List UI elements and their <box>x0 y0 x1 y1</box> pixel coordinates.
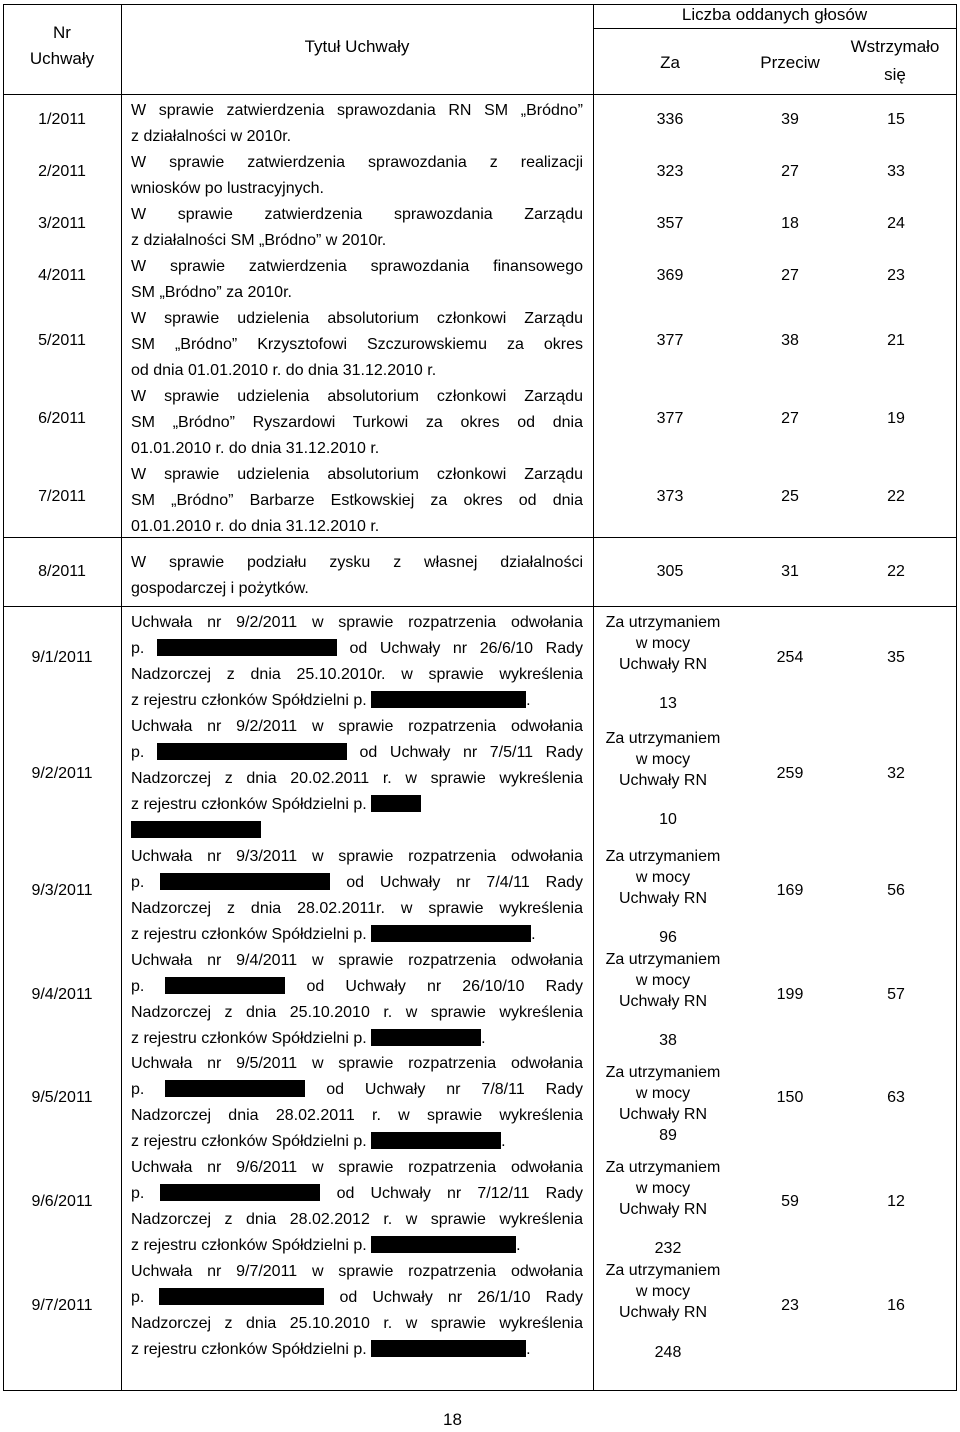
title-text: od Uchwały nr 7/12/11 Rady <box>336 1185 583 1202</box>
title-text: . <box>531 926 536 943</box>
title-text: . <box>526 692 531 709</box>
appeal-title <box>131 844 583 948</box>
title-line: Uchwała nr 9/6/2011 w sprawie rozpatrzenia odwołania <box>131 1159 583 1176</box>
vote-status <box>596 1260 730 1323</box>
votes-za-count: 89 <box>659 1127 677 1144</box>
appeal-title <box>131 948 583 1052</box>
appeal-number: 9/2/2011 <box>31 765 93 782</box>
votes-za-count: 232 <box>654 1240 682 1257</box>
title-line: W sprawie zatwierdzenia sprawozdania finansowego <box>131 258 583 275</box>
title-text: p. <box>131 1289 145 1306</box>
title-line: W sprawie udzielenia absolutorium członkowi Zarządu <box>131 388 583 405</box>
votes-wstrzymalo: 63 <box>887 1089 905 1106</box>
votes-wstrzymalo: 16 <box>887 1297 905 1314</box>
status-line: w mocy <box>635 1085 691 1102</box>
status-line: Za utrzymaniem <box>605 730 721 747</box>
votes-za-count: 248 <box>654 1344 682 1361</box>
header-title: Tytuł Uchwały <box>304 37 410 56</box>
votes-przeciw: 59 <box>781 1193 799 1210</box>
votes-wstrzymalo: 19 <box>887 410 905 427</box>
appeal-title <box>131 1155 583 1259</box>
votes-wstrzymalo: 57 <box>887 986 905 1003</box>
title-line: SM „Bródno” Ryszardowi Turkowi za okres od dnia <box>131 414 583 431</box>
title-line: W sprawie zatwierdzenia sprawozdania Zarządu <box>131 206 583 223</box>
redacted-name <box>157 743 347 760</box>
title-line-with-redaction <box>131 974 583 1000</box>
title-line-with-redaction <box>131 922 583 948</box>
status-line: Za utrzymaniem <box>605 1159 721 1176</box>
title-text: od Uchwały nr 7/5/11 Rady <box>359 744 583 761</box>
appeal-number: 9/4/2011 <box>31 986 93 1003</box>
title-line: Uchwała nr 9/7/2011 w sprawie rozpatrzenia odwołania <box>131 1263 583 1280</box>
status-line: Za utrzymaniem <box>605 1262 721 1279</box>
table-border-right <box>956 4 957 1391</box>
title-line: Nadzorczej z dnia 20.02.2011 r. w sprawie wykreślenia <box>131 770 583 787</box>
resolution-title <box>131 98 583 150</box>
title-line-with-redaction <box>131 792 583 818</box>
resolution-title <box>131 306 583 384</box>
resolution-number: 1/2011 <box>38 111 86 128</box>
resolution-number: 5/2011 <box>38 332 86 349</box>
votes-przeciw: 27 <box>781 410 799 427</box>
status-line: w mocy <box>635 1283 691 1300</box>
title-text: z rejestru członków Spółdzielni p. <box>131 692 367 709</box>
status-line: Uchwały RN <box>618 772 707 789</box>
title-line: Nadzorczej z dnia 28.02.2011r. w sprawie wykreślenia <box>131 900 583 917</box>
votes-przeciw: 169 <box>776 882 804 899</box>
redacted-name <box>160 1184 320 1201</box>
title-line: SM „Bródno” Krzysztofowi Szczurowskiemu za okres <box>131 336 583 353</box>
redacted-name <box>371 1029 481 1046</box>
title-text: p. <box>131 1185 145 1202</box>
redacted-name <box>160 873 330 890</box>
title-text: . <box>501 1133 506 1150</box>
votes-przeciw: 38 <box>781 332 799 349</box>
votes-przeciw: 150 <box>776 1089 804 1106</box>
appeal-title <box>131 1259 583 1363</box>
header-nr: Nr Uchwały <box>29 23 95 68</box>
status-line: w mocy <box>635 1180 691 1197</box>
votes-wstrzymalo: 33 <box>887 163 905 180</box>
header-votes: Liczba oddanych głosów <box>681 5 868 24</box>
title-line: gospodarczej i pożytków. <box>131 580 309 597</box>
title-text: p. <box>131 1081 145 1098</box>
redacted-name <box>371 691 526 708</box>
title-line-with-redaction <box>131 688 583 714</box>
title-text: od Uchwały nr 26/10/10 Rady <box>306 978 583 995</box>
votes-przeciw: 27 <box>781 267 799 284</box>
title-text: p. <box>131 874 145 891</box>
vote-status <box>596 846 730 909</box>
votes-za: 305 <box>656 563 684 580</box>
vote-status <box>596 728 730 791</box>
status-line: Uchwały RN <box>618 1304 707 1321</box>
votes-za-count: 10 <box>659 811 677 828</box>
redacted-name <box>371 795 421 812</box>
redacted-name <box>131 821 261 838</box>
appeal-title <box>131 714 583 844</box>
status-line: Za utrzymaniem <box>605 1064 721 1081</box>
redacted-name <box>165 1080 305 1097</box>
resolution-number: 6/2011 <box>38 410 86 427</box>
title-line-with-redaction <box>131 1285 583 1311</box>
votes-wstrzymalo: 21 <box>887 332 905 349</box>
vote-status <box>596 949 730 1012</box>
votes-wstrzymalo: 32 <box>887 765 905 782</box>
title-line: W sprawie udzielenia absolutorium członkowi Zarządu <box>131 310 583 327</box>
resolution-title <box>131 202 583 254</box>
votes-wstrzymalo: 23 <box>887 267 905 284</box>
title-line: z działalności w 2010r. <box>131 128 292 145</box>
vote-status <box>596 1062 730 1125</box>
votes-przeciw: 39 <box>781 111 799 128</box>
redacted-name <box>371 1132 501 1149</box>
title-line: 01.01.2010 r. do dnia 31.12.2010 r. <box>131 518 380 535</box>
status-line: w mocy <box>635 972 691 989</box>
status-line: Uchwały RN <box>618 1106 707 1123</box>
resolution-number: 2/2011 <box>38 163 86 180</box>
resolution-title <box>131 150 583 202</box>
title-line: Nadzorczej z dnia 25.10.2010r. w sprawie wykreślenia <box>131 666 583 683</box>
votes-przeciw: 31 <box>781 563 799 580</box>
status-line: w mocy <box>635 869 691 886</box>
resolution-number: 3/2011 <box>38 215 86 232</box>
status-line: Uchwały RN <box>618 1201 707 1218</box>
title-text: z rejestru członków Spółdzielni p. <box>131 1237 367 1254</box>
title-line: Nadzorczej z dnia 28.02.2012 r. w sprawie wykreślenia <box>131 1211 583 1228</box>
redacted-name <box>371 1236 516 1253</box>
appeal-number: 9/3/2011 <box>31 882 93 899</box>
votes-za: 373 <box>656 488 684 505</box>
appeal-number: 9/1/2011 <box>31 649 93 666</box>
resolution-title <box>131 462 583 540</box>
title-line-with-redaction <box>131 636 583 662</box>
title-text: . <box>481 1030 486 1047</box>
votes-przeciw: 27 <box>781 163 799 180</box>
vote-status <box>596 612 730 675</box>
votes-za-count: 13 <box>659 695 677 712</box>
title-line: Nadzorczej z dnia 25.10.2010 r. w sprawie wykreślenia <box>131 1315 583 1332</box>
resolution-number: 8/2011 <box>38 563 86 580</box>
column-divider-nr <box>121 4 122 1391</box>
appeal-title <box>131 1051 583 1155</box>
title-line: Uchwała nr 9/4/2011 w sprawie rozpatrzenia odwołania <box>131 952 583 969</box>
votes-przeciw: 18 <box>781 215 799 232</box>
title-text: z rejestru członków Spółdzielni p. <box>131 926 367 943</box>
votes-wstrzymalo: 35 <box>887 649 905 666</box>
redacted-name <box>165 977 285 994</box>
title-text: od Uchwały nr 7/4/11 Rady <box>346 874 583 891</box>
title-line: z działalności SM „Bródno” w 2010r. <box>131 232 387 249</box>
title-line: SM „Bródno” za 2010r. <box>131 284 292 301</box>
title-line-with-redaction <box>131 1129 583 1155</box>
header-bottom-line <box>3 94 957 95</box>
title-text: p. <box>131 744 145 761</box>
resolution-title <box>131 254 583 306</box>
status-line: Za utrzymaniem <box>605 951 721 968</box>
votes-wstrzymalo: 56 <box>887 882 905 899</box>
votes-za: 377 <box>656 410 684 427</box>
status-line: Uchwały RN <box>618 993 707 1010</box>
redacted-name <box>157 639 337 656</box>
title-line-with-redaction <box>131 1181 583 1207</box>
title-line: W sprawie podziału zysku z własnej działalności <box>131 554 583 571</box>
title-line: Nadzorczej dnia 28.02.2011 r. w sprawie wykreślenia <box>131 1107 583 1124</box>
resolution-title <box>131 384 583 462</box>
title-line: SM „Bródno” Barbarze Estkowskiej za okres od dnia <box>131 492 583 509</box>
redacted-name <box>371 1340 526 1357</box>
title-line: Uchwała nr 9/5/2011 w sprawie rozpatrzenia odwołania <box>131 1055 583 1072</box>
title-line: Uchwała nr 9/3/2011 w sprawie rozpatrzenia odwołania <box>131 848 583 865</box>
votes-za-count: 38 <box>659 1032 677 1049</box>
title-line: Uchwała nr 9/2/2011 w sprawie rozpatrzenia odwołania <box>131 718 583 735</box>
header-przeciw: Przeciw <box>760 53 820 72</box>
title-line-with-redaction <box>131 740 583 766</box>
redacted-name <box>371 925 531 942</box>
column-divider-title <box>593 4 594 1391</box>
page-number: 18 <box>443 1410 462 1429</box>
resolution-number: 4/2011 <box>38 267 86 284</box>
title-text: z rejestru członków Spółdzielni p. <box>131 1133 367 1150</box>
votes-za: 336 <box>656 111 684 128</box>
title-text: z rejestru członków Spółdzielni p. <box>131 1030 367 1047</box>
votes-za: 369 <box>656 267 684 284</box>
title-text: od Uchwały nr 7/8/11 Rady <box>326 1081 583 1098</box>
table-border-bottom <box>3 1390 957 1391</box>
votes-wstrzymalo: 24 <box>887 215 905 232</box>
resolution-number: 7/2011 <box>38 488 86 505</box>
title-line-with-redaction <box>131 818 583 844</box>
votes-za-count: 96 <box>659 929 677 946</box>
votes-za: 323 <box>656 163 684 180</box>
redacted-name <box>159 1288 324 1305</box>
title-text: . <box>516 1237 521 1254</box>
title-text: p. <box>131 640 145 657</box>
status-line: Uchwały RN <box>618 656 707 673</box>
title-line: 01.01.2010 r. do dnia 31.12.2010 r. <box>131 440 380 457</box>
appeal-number: 9/7/2011 <box>31 1297 93 1314</box>
title-text: z rejestru członków Spółdzielni p. <box>131 796 367 813</box>
votes-wstrzymalo: 22 <box>887 488 905 505</box>
header-votes-divider <box>593 28 957 29</box>
appeal-number: 9/6/2011 <box>31 1193 93 1210</box>
status-line: Za utrzymaniem <box>605 848 721 865</box>
title-line-with-redaction <box>131 1233 583 1259</box>
votes-przeciw: 199 <box>776 986 804 1003</box>
table-border-left <box>3 4 4 1391</box>
title-text: . <box>526 1341 531 1358</box>
votes-za: 377 <box>656 332 684 349</box>
votes-wstrzymalo: 15 <box>887 111 905 128</box>
status-line: Uchwały RN <box>618 890 707 907</box>
title-line: W sprawie zatwierdzenia sprawozdania z realizacji <box>131 154 583 171</box>
votes-przeciw: 25 <box>781 488 799 505</box>
header-wstrzymalo: Wstrzymało się <box>850 37 940 84</box>
title-line: od dnia 01.01.2010 r. do dnia 31.12.2010 r. <box>131 362 437 379</box>
title-line-with-redaction <box>131 1026 583 1052</box>
votes-wstrzymalo: 22 <box>887 563 905 580</box>
title-line: W sprawie udzielenia absolutorium członkowi Zarządu <box>131 466 583 483</box>
title-line: Uchwała nr 9/2/2011 w sprawie rozpatrzenia odwołania <box>131 614 583 631</box>
title-line: W sprawie zatwierdzenia sprawozdania RN SM „Bródno” <box>131 102 583 119</box>
header-za: Za <box>660 53 680 72</box>
title-line: Nadzorczej z dnia 25.10.2010 r. w sprawie wykreślenia <box>131 1004 583 1021</box>
title-text: p. <box>131 978 145 995</box>
title-line-with-redaction <box>131 1077 583 1103</box>
resolution-title <box>131 550 583 602</box>
title-text: od Uchwały nr 26/1/10 Rady <box>339 1289 583 1306</box>
votes-za: 357 <box>656 215 684 232</box>
votes-przeciw: 254 <box>776 649 804 666</box>
appeal-number: 9/5/2011 <box>31 1089 93 1106</box>
title-text: od Uchwały nr 26/6/10 Rady <box>349 640 583 657</box>
votes-przeciw: 259 <box>776 765 804 782</box>
status-line: Za utrzymaniem <box>605 614 721 631</box>
status-line: w mocy <box>635 635 691 652</box>
votes-wstrzymalo: 12 <box>887 1193 905 1210</box>
title-line-with-redaction <box>131 870 583 896</box>
vote-status <box>596 1157 730 1220</box>
appeal-title <box>131 610 583 714</box>
votes-przeciw: 23 <box>781 1297 799 1314</box>
section-divider-2 <box>3 606 957 607</box>
title-text: z rejestru członków Spółdzielni p. <box>131 1341 367 1358</box>
status-line: w mocy <box>635 751 691 768</box>
title-line-with-redaction <box>131 1337 583 1363</box>
title-line: wniosków po lustracyjnych. <box>131 180 324 197</box>
